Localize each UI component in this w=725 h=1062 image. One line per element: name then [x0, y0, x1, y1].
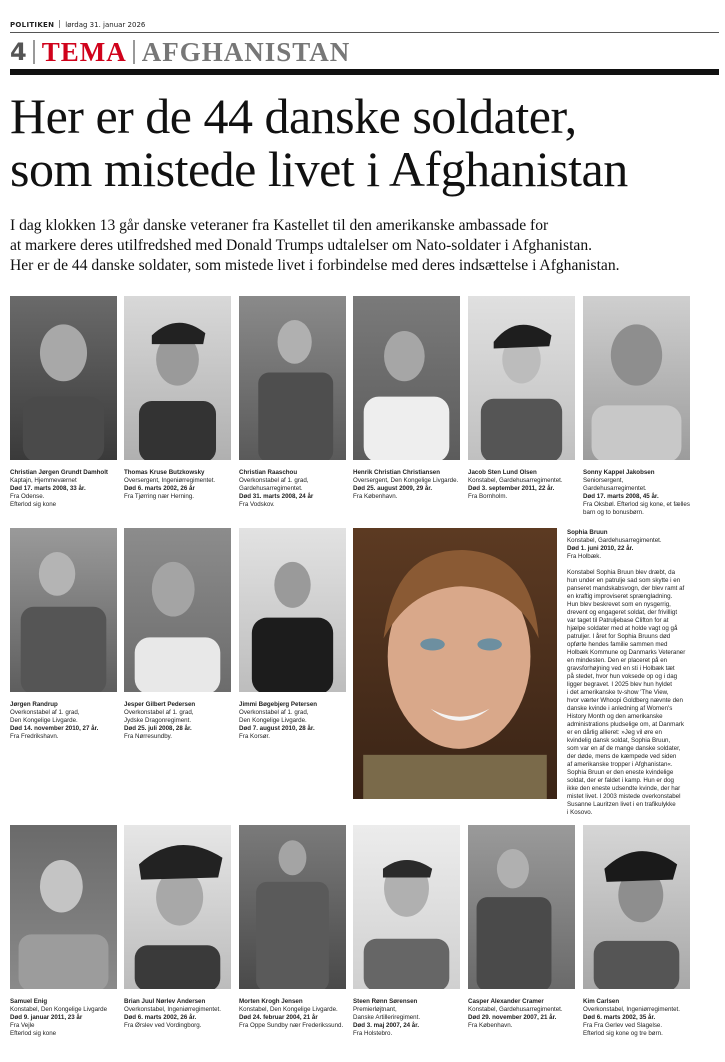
caption-line: drevent og engageret soldat, der frivilligt [567, 609, 678, 616]
feature-name: Sophia Bruun [567, 529, 608, 536]
soldier-caption [468, 998, 578, 1030]
soldier-portrait [583, 296, 690, 460]
caption-line: Fra Bornholm. [468, 493, 508, 500]
caption-line: Fra Fra Gerlev ved Slagelse. [583, 1022, 663, 1029]
soldier-name: Samuel Enig [10, 998, 48, 1005]
section-divider [133, 40, 135, 64]
caption-line: Susanne Lauritzen livet i en trafikulykke [567, 801, 676, 808]
caption-line: mistet livet. I 2003 mistede overkonstabel [567, 793, 681, 800]
soldier-name: Thomas Kruse Butzkowsky [124, 469, 205, 476]
soldier-caption [353, 469, 463, 501]
caption-line: Fra Vejle [10, 1022, 35, 1029]
death-date: Død 25. juli 2008, 28 år. [124, 725, 192, 732]
caption-line: Konstabel, Gardehusarregimentet. [468, 477, 563, 484]
caption-line: er en dårlig allieret: »Jeg vil øre en [567, 729, 662, 736]
soldier-name: Jacob Sten Lund Olsen [468, 469, 537, 476]
caption-line: Gardehusarregimentet. [239, 485, 303, 492]
section-label: TEMA [41, 36, 127, 67]
caption-line: Overkonstabel af 1. grad, [124, 709, 194, 716]
lead-paragraph [10, 216, 715, 276]
caption-line: Jydske Dragonregiment. [124, 717, 192, 724]
caption-line: en kraftig improviseret sprængladning. [567, 593, 673, 600]
death-date: Død 7. august 2010, 28 år. [239, 725, 315, 732]
soldier-portrait [468, 825, 575, 989]
soldier-portrait [239, 296, 346, 460]
page-number: 4 [10, 38, 27, 66]
soldier-caption [124, 701, 234, 741]
issue-date: lørdag 31. januar 2026 [65, 21, 146, 29]
feature-story [567, 529, 715, 817]
caption-line: i Kosovo. [567, 809, 593, 816]
caption-line: Overkonstabel af 1. grad, [239, 477, 309, 484]
feature-from: Fra Holbæk. [567, 553, 602, 560]
caption-line: danske kvinde i anledning af Women's [567, 705, 673, 712]
headline [10, 90, 710, 196]
caption-line: Fra København. [468, 1022, 513, 1029]
caption-line: Oversergent, Ingeniørregimentet. [124, 477, 216, 484]
caption-line: opførte hendes familie sammen med [567, 641, 668, 648]
caption-line: Kaptajn, Hjemmeværnet [10, 477, 77, 484]
caption-line: Overkonstabel af 1. grad, [10, 709, 80, 716]
death-date: Død 25. august 2009, 29 år. [353, 485, 433, 492]
caption-line: Efterlod sig kone [10, 501, 57, 508]
soldier-name: Jesper Gilbert Pedersen [124, 701, 196, 708]
caption-line: Oversergent, Den Kongelige Livgarde. [353, 477, 459, 484]
caption-line: Fra Oppe Sundby nær Frederikssund. [239, 1022, 344, 1029]
death-date: Død 6. marts 2002, 26 år [124, 485, 195, 492]
death-date: Død 14. november 2010, 27 år. [10, 725, 99, 732]
caption-line: Gardehusarregimentet. [583, 485, 647, 492]
lead-line: at markere deres utilfredshed med Donald Trumps udtalelser om Nato-soldater i Afghanistan. [10, 237, 593, 254]
soldier-name: Christian Jørgen Grundt Damholt [10, 469, 108, 476]
soldier-name: Steen Rønn Sørensen [353, 998, 418, 1005]
caption-line: Efterlod sig kone og tre børn. [583, 1030, 663, 1037]
section-divider [33, 40, 35, 64]
caption-line: Overkonstabel, Ingeniørregimentet. [124, 1006, 221, 1013]
caption-line: hun under en patrulje sad som skytte i en [567, 577, 681, 584]
soldier-portrait [10, 296, 117, 460]
caption-line: på stedet, hvor hun voksede op og i dag [567, 673, 678, 680]
caption-line: i det amerikanske tv-show 'The View, [567, 689, 669, 696]
soldier-caption [353, 998, 463, 1038]
soldier-caption [10, 998, 120, 1038]
soldier-portrait [353, 825, 460, 989]
soldier-caption [583, 469, 713, 517]
feature-died: Død 1. juni 2010, 22 år. [567, 545, 634, 552]
caption-line: Premierløjtnant, [353, 1006, 397, 1013]
soldier-caption [468, 469, 578, 501]
caption-line: patruljer. I året for Sophia Bruuns død [567, 633, 671, 640]
death-date: Død 31. marts 2008, 24 år [239, 493, 314, 500]
soldier-caption [583, 998, 708, 1038]
masthead-divider [59, 20, 60, 28]
soldier-caption [239, 469, 349, 509]
caption-line: ligger begravet. I 2025 blev hun hyldet [567, 681, 672, 688]
feature-portrait [353, 528, 557, 799]
caption-line: var taget til Patruljebase Clifton for at [567, 617, 669, 624]
caption-line: barn og to bonusbørn. [583, 509, 644, 516]
caption-line: Fra Tjørring nær Herning. [124, 493, 195, 500]
soldier-portrait [124, 528, 231, 692]
caption-line: hjælpe soldater med at holde vagt og gå [567, 625, 678, 632]
caption-line: Fra Holstebro. [353, 1030, 393, 1037]
caption-line: Fra København. [353, 493, 398, 500]
caption-line: der døde, mens de kæmpede ved siden [567, 753, 677, 760]
soldier-portrait [239, 528, 346, 692]
headline-line: Her er de 44 danske soldater, [10, 88, 577, 144]
caption-line: Efterlod sig kone [10, 1030, 57, 1037]
caption-line: Fra Odense. [10, 493, 45, 500]
caption-line: Holbæk Kommune og Danmarks Veteraner [567, 649, 686, 656]
headline-line: som mistede livet i Afghanistan [10, 141, 628, 197]
caption-line: Konstabel, Den Kongelige Livgarde [10, 1006, 108, 1013]
feature-body [567, 569, 715, 817]
caption-line: Den Kongelige Livgarde. [239, 717, 307, 724]
section-header [10, 38, 350, 66]
section-rule [10, 69, 719, 75]
caption-line: Fra Korsør. [239, 733, 270, 740]
caption-line: af amerikanske tropper i Afghanistan«. [567, 761, 673, 768]
lead-line: Her er de 44 danske soldater, som mistede livet i forbindelse med deres indsættelse i Afghanistan. [10, 257, 620, 274]
caption-line: Overkonstabel, Ingeniørregimentet. [583, 1006, 680, 1013]
feature-rank: Konstabel, Gardehusarregimentet. [567, 537, 662, 544]
caption-line: Sophia Bruun er den eneste kvindelige [567, 769, 674, 776]
death-date: Død 17. marts 2008, 45 år. [583, 493, 659, 500]
caption-line: Fra Oksbøl. Efterlod sig kone, et fælles [583, 501, 690, 508]
caption-line: Konstabel, Gardehusarregimentet. [468, 1006, 563, 1013]
caption-line: Fra Ørslev ved Vordingborg. [124, 1022, 202, 1029]
soldier-name: Sonny Kappel Jakobsen [583, 469, 655, 476]
caption-line: Konstabel Sophia Bruun blev dræbt, da [567, 569, 676, 576]
caption-line: Hun blev beskrevet som en nysgerrig, [567, 601, 671, 608]
caption-line: soldat, der er faldet i kamp. Hun er dog [567, 777, 674, 784]
caption-line: hvor værter Whoopi Goldberg nævnte den [567, 697, 683, 704]
caption-line: Den Kongelige Livgarde. [10, 717, 78, 724]
death-date: Død 6. marts 2002, 26 år. [124, 1014, 197, 1021]
death-date: Død 17. marts 2008, 33 år. [10, 485, 86, 492]
soldier-portrait [468, 296, 575, 460]
caption-line: ikke den eneste udsendte kvinde, der har [567, 785, 681, 792]
masthead [10, 20, 145, 29]
caption-line: History Month og den amerikanske [567, 713, 663, 720]
caption-line: panseret mandskabsvogn, der blev ramt af [567, 585, 685, 592]
paper-name: POLITIKEN [10, 21, 55, 29]
caption-line: Danske Artilleriregiment. [353, 1014, 421, 1021]
soldier-name: Henrik Christian Christiansen [353, 469, 440, 476]
caption-line: administrations pludselige om, at Danmark [567, 721, 684, 728]
caption-line: Overkonstabel af 1. grad, [239, 709, 309, 716]
section-topic: AFGHANISTAN [141, 36, 351, 67]
soldier-caption [124, 998, 234, 1030]
soldier-portrait [10, 825, 117, 989]
soldier-caption [10, 469, 120, 509]
death-date: Død 29. november 2007, 21 år. [468, 1014, 557, 1021]
soldier-caption [239, 998, 351, 1030]
caption-line: gravsforhøjning ved en sti i Holbæk tæt [567, 665, 675, 672]
soldier-name: Jimmi Bøgebjerg Petersen [239, 701, 318, 708]
soldier-portrait [239, 825, 346, 989]
caption-line: Seniorsergent, [583, 477, 624, 484]
soldier-portrait [124, 296, 231, 460]
caption-line: Konstabel, Den Kongelige Livgarde. [239, 1006, 338, 1013]
soldier-caption [10, 701, 120, 741]
soldier-name: Morten Krogh Jensen [239, 998, 303, 1005]
soldier-portrait [583, 825, 690, 989]
lead-line: I dag klokken 13 går danske veteraner fra Kastellet til den amerikanske ambassade for [10, 217, 549, 234]
death-date: Død 3. maj 2007, 24 år. [353, 1022, 420, 1029]
soldier-caption [239, 701, 349, 741]
caption-line: en mindesten. Den er placeret på en [567, 657, 668, 664]
soldier-name: Brian Juul Nørlev Andersen [124, 998, 206, 1005]
top-rule [10, 32, 719, 33]
soldier-portrait [10, 528, 117, 692]
soldier-caption [124, 469, 234, 501]
caption-line: Fra Vodskov. [239, 501, 275, 508]
caption-line: kvindelig dansk soldat, Sophia Bruun, [567, 737, 671, 744]
soldier-name: Christian Raaschou [239, 469, 298, 476]
death-date: Død 3. september 2011, 22 år. [468, 485, 555, 492]
caption-line: Fra Nørresundby. [124, 733, 173, 740]
soldier-name: Kim Carlsen [583, 998, 620, 1005]
death-date: Død 9. januar 2011, 23 år [10, 1014, 83, 1021]
soldier-name: Casper Alexander Cramer [468, 998, 544, 1005]
caption-line: som var en af de mange danske soldater, [567, 745, 681, 752]
death-date: Død 6. marts 2002, 35 år. [583, 1014, 656, 1021]
death-date: Død 24. februar 2004, 21 år [239, 1014, 318, 1021]
soldier-portrait [124, 825, 231, 989]
soldier-name: Jørgen Randrup [10, 701, 58, 708]
caption-line: Fra Fredrikshavn. [10, 733, 59, 740]
soldier-portrait [353, 296, 460, 460]
